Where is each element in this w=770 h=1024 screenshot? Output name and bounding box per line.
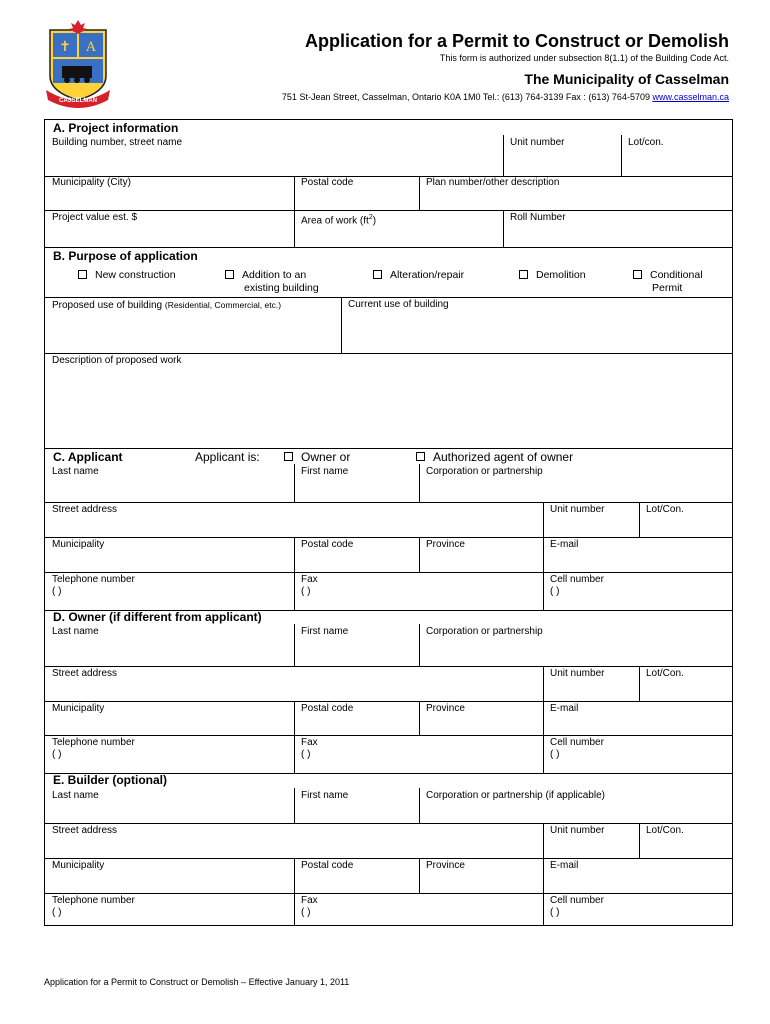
authority-note: This form is authorized under subsection 8(1.1) of the Building Code Act. <box>439 53 729 63</box>
municipality-crest-logo <box>44 18 112 108</box>
applicant-municipality[interactable]: Municipality <box>52 539 105 550</box>
owner-last-name[interactable]: Last name <box>52 626 99 637</box>
contact-info: 751 St-Jean Street, Casselman, Ontario K0A 1M0 Tel.: (613) 764-3139 Fax : (613) 764-5709 www.casselman.ca <box>281 92 729 102</box>
plan-number-field[interactable]: Plan number/other description <box>426 177 560 188</box>
form-title: Application for a Permit to Construct or Demolish <box>304 31 729 51</box>
owner-unit[interactable]: Unit number <box>550 668 605 679</box>
permit-form <box>44 119 733 926</box>
svg-text:✝: ✝ <box>59 39 71 55</box>
applicant-province[interactable]: Province <box>426 539 465 550</box>
lot-con-field[interactable]: Lot/con. <box>628 137 664 148</box>
alteration-checkbox[interactable]: Alteration/repair <box>373 269 464 282</box>
owner-postal[interactable]: Postal code <box>301 703 354 714</box>
builder-telephone[interactable]: Telephone number ( ) <box>52 895 135 918</box>
builder-cell[interactable]: Cell number ( ) <box>550 895 604 918</box>
applicant-lot[interactable]: Lot/Con. <box>646 504 684 515</box>
section-d-heading: D. Owner (if different from applicant) <box>53 610 262 624</box>
owner-first-name[interactable]: First name <box>301 626 349 637</box>
builder-municipality[interactable]: Municipality <box>52 860 105 871</box>
agent-checkbox[interactable]: Authorized agent of owner <box>416 451 573 464</box>
roll-number-field[interactable]: Roll Number <box>510 212 566 223</box>
addition-checkbox[interactable]: Addition to an existing building <box>225 269 319 295</box>
applicant-telephone[interactable]: Telephone number ( ) <box>52 574 135 597</box>
applicant-email[interactable]: E-mail <box>550 539 579 550</box>
applicant-corporation[interactable]: Corporation or partnership <box>426 466 543 477</box>
applicant-is-label: Applicant is: <box>195 450 260 464</box>
project-postal-code-field[interactable]: Postal code <box>301 177 354 188</box>
builder-corporation[interactable]: Corporation or partnership (if applicable) <box>426 790 605 801</box>
applicant-postal[interactable]: Postal code <box>301 539 354 550</box>
owner-province[interactable]: Province <box>426 703 465 714</box>
builder-email[interactable]: E-mail <box>550 860 579 871</box>
svg-text:CASSELMAN: CASSELMAN <box>58 98 98 104</box>
municipality-name: The Municipality of Casselman <box>524 71 729 87</box>
builder-unit[interactable]: Unit number <box>550 825 605 836</box>
conditional-permit-checkbox[interactable]: Conditional Permit <box>633 269 703 295</box>
applicant-unit[interactable]: Unit number <box>550 504 605 515</box>
owner-telephone[interactable]: Telephone number ( ) <box>52 737 135 760</box>
owner-checkbox[interactable]: Owner or <box>284 451 350 464</box>
owner-email[interactable]: E-mail <box>550 703 579 714</box>
applicant-first-name[interactable]: First name <box>301 466 349 477</box>
building-number-field[interactable]: Building number, street name <box>52 137 183 148</box>
proposed-use-field[interactable]: Proposed use of building (Residential, Commercial, etc.) <box>52 300 282 311</box>
applicant-fax[interactable]: Fax ( ) <box>301 574 318 597</box>
section-a-heading: A. Project information <box>53 121 179 135</box>
applicant-street[interactable]: Street address <box>52 504 118 515</box>
section-e-heading: E. Builder (optional) <box>53 773 167 787</box>
page-footer: Application for a Permit to Construct or Demolish – Effective January 1, 2011 <box>44 977 350 987</box>
section-b-heading: B. Purpose of application <box>53 249 198 263</box>
builder-postal[interactable]: Postal code <box>301 860 354 871</box>
builder-province[interactable]: Province <box>426 860 465 871</box>
unit-number-field[interactable]: Unit number <box>510 137 565 148</box>
description-field[interactable]: Description of proposed work <box>52 355 182 366</box>
builder-first-name[interactable]: First name <box>301 790 349 801</box>
current-use-field[interactable]: Current use of building <box>348 299 449 310</box>
svg-text:A: A <box>86 40 96 55</box>
project-value-field[interactable]: Project value est. $ <box>52 212 138 223</box>
area-of-work-field[interactable]: Area of work $(ft^2)$ <box>301 214 377 227</box>
section-c-heading: C. Applicant <box>53 450 123 464</box>
builder-last-name[interactable]: Last name <box>52 790 99 801</box>
owner-cell[interactable]: Cell number ( ) <box>550 737 604 760</box>
applicant-last-name[interactable]: Last name <box>52 466 99 477</box>
demolition-checkbox[interactable]: Demolition <box>519 269 586 282</box>
builder-street[interactable]: Street address <box>52 825 118 836</box>
owner-corporation[interactable]: Corporation or partnership <box>426 626 543 637</box>
applicant-cell[interactable]: Cell number ( ) <box>550 574 604 597</box>
owner-lot[interactable]: Lot/Con. <box>646 668 684 679</box>
new-construction-checkbox[interactable]: New construction <box>78 269 176 282</box>
owner-street[interactable]: Street address <box>52 668 118 679</box>
owner-municipality[interactable]: Municipality <box>52 703 105 714</box>
builder-lot[interactable]: Lot/Con. <box>646 825 684 836</box>
website-link[interactable]: www.casselman.ca <box>652 92 729 102</box>
builder-fax[interactable]: Fax ( ) <box>301 895 318 918</box>
project-municipality-field[interactable]: Municipality (City) <box>52 177 131 188</box>
owner-fax[interactable]: Fax ( ) <box>301 737 318 760</box>
